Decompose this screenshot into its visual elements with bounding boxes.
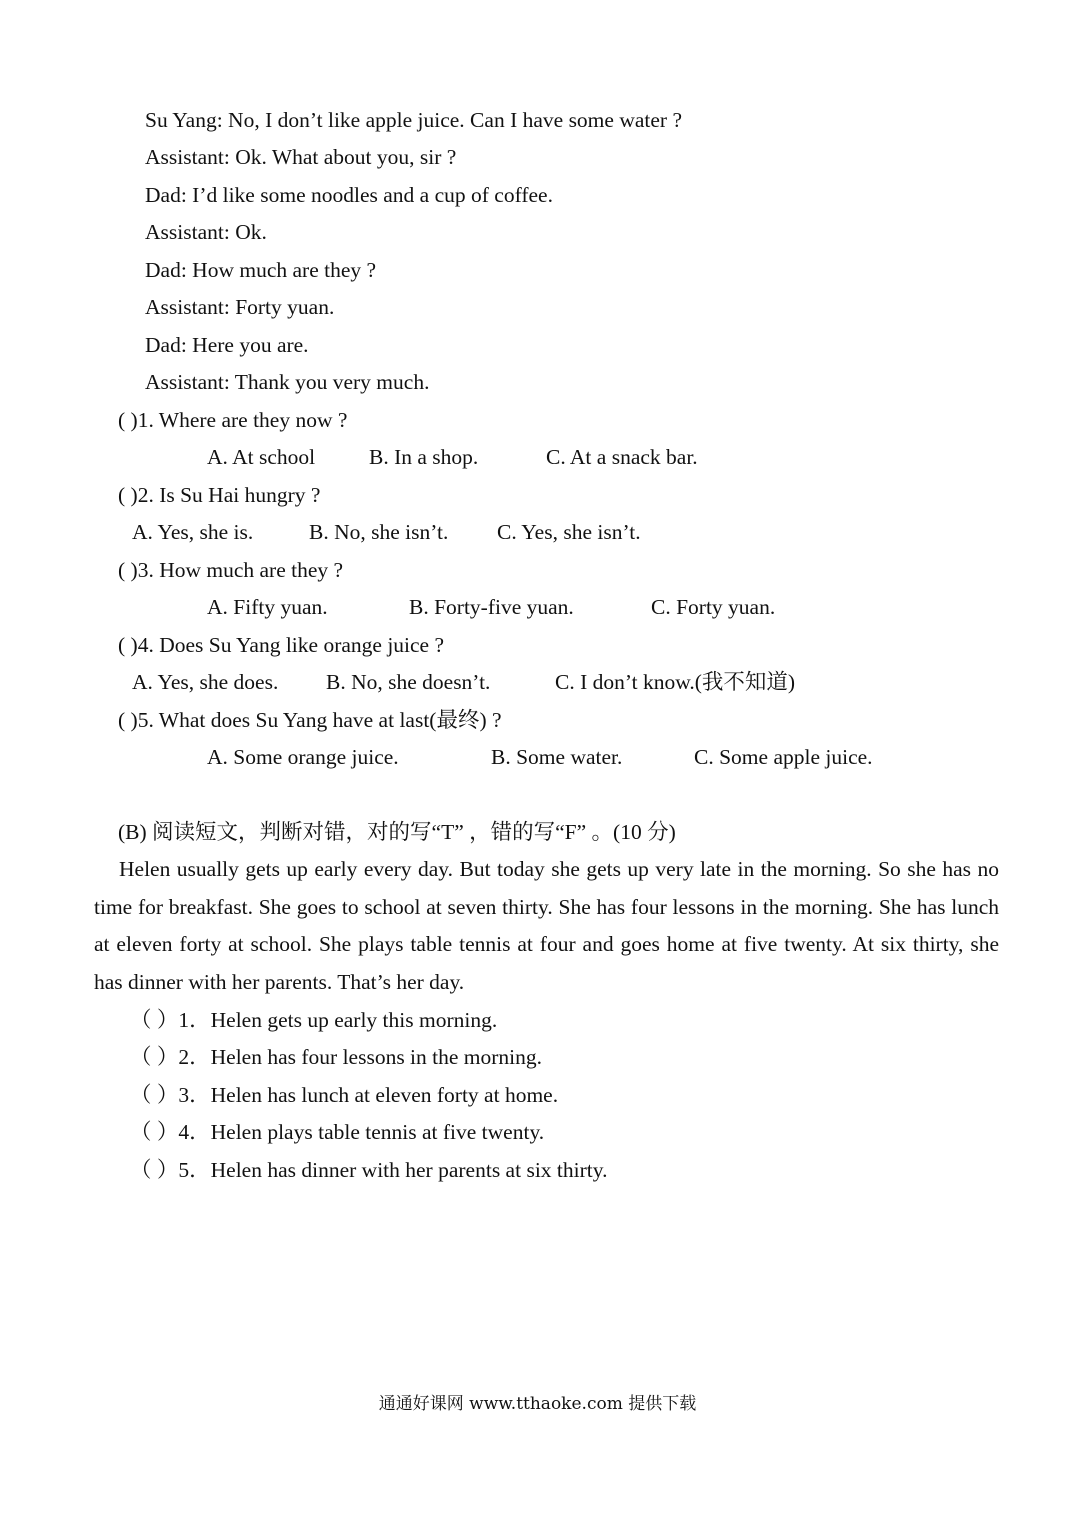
question-stem: ( )5. What does Su Yang have at last(最终) ? bbox=[118, 708, 502, 732]
question-option: C. Some apple juice. bbox=[694, 745, 873, 769]
page-footer: 通通好课网 www.tthaoke.com 提供下载 bbox=[378, 1394, 697, 1414]
dialogue-line: Dad: I’d like some noodles and a cup of coffee. bbox=[145, 183, 553, 207]
question-option: B. No, she isn’t. bbox=[309, 520, 449, 544]
question-option: B. No, she doesn’t. bbox=[326, 670, 491, 694]
true-false-statement: （ ）1．Helen gets up early this morning. bbox=[130, 1008, 498, 1032]
dialogue-line: Su Yang: No, I don’t like apple juice. Can I have some water ? bbox=[145, 108, 682, 132]
dialogue-line: Dad: How much are they ? bbox=[145, 258, 377, 282]
question-stem: ( )2. Is Su Hai hungry ? bbox=[118, 483, 321, 507]
question-stem: ( )3. How much are they ? bbox=[118, 558, 344, 582]
question-stem: ( )4. Does Su Yang like orange juice ? bbox=[118, 633, 445, 657]
question-option: C. Forty yuan. bbox=[651, 595, 776, 619]
question-option: B. Some water. bbox=[491, 745, 623, 769]
dialogue-line: Assistant: Forty yuan. bbox=[145, 295, 335, 319]
question-option: C. Yes, she isn’t. bbox=[497, 520, 641, 544]
question-option: B. Forty-five yuan. bbox=[409, 595, 574, 619]
dialogue-line: Dad: Here you are. bbox=[145, 333, 309, 357]
dialogue-line: Assistant: Thank you very much. bbox=[145, 370, 430, 394]
question-option: A. Yes, she does. bbox=[132, 670, 279, 694]
question-option: A. Fifty yuan. bbox=[207, 595, 328, 619]
question-stem: ( )1. Where are they now ? bbox=[118, 408, 348, 432]
question-option: B. In a shop. bbox=[369, 445, 479, 469]
true-false-statement: （ ）2．Helen has four lessons in the morning. bbox=[130, 1045, 543, 1069]
question-option: A. Yes, she is. bbox=[132, 520, 254, 544]
question-option: C. At a snack bar. bbox=[546, 445, 698, 469]
dialogue-line: Assistant: Ok. bbox=[145, 220, 267, 244]
question-option: A. At school bbox=[207, 445, 316, 469]
true-false-statement: （ ）3．Helen has lunch at eleven forty at home. bbox=[130, 1083, 559, 1107]
question-option: A. Some orange juice. bbox=[207, 745, 399, 769]
dialogue-line: Assistant: Ok. What about you, sir ? bbox=[145, 145, 457, 169]
true-false-statement: （ ）4．Helen plays table tennis at five twenty. bbox=[130, 1120, 545, 1144]
section-b-heading: (B) 阅读短文，判断对错，对的写“T” ，错的写“F” 。(10 分) bbox=[118, 820, 676, 844]
question-option: C. I don’t know.(我不知道) bbox=[555, 670, 796, 694]
reading-passage: Helen usually gets up early every day. But today she gets up very late in the morning. So she has no time for breakfast. She goes to school at seven thirty. She has four lessons in the morning. She has lunch at eleven forty at school. She plays table tennis at four and goes home at five twenty. At six thirty, she has dinner with her parents. That’s her day. bbox=[94, 857, 999, 994]
true-false-statement: （ ）5．Helen has dinner with her parents at six thirty. bbox=[130, 1158, 608, 1182]
